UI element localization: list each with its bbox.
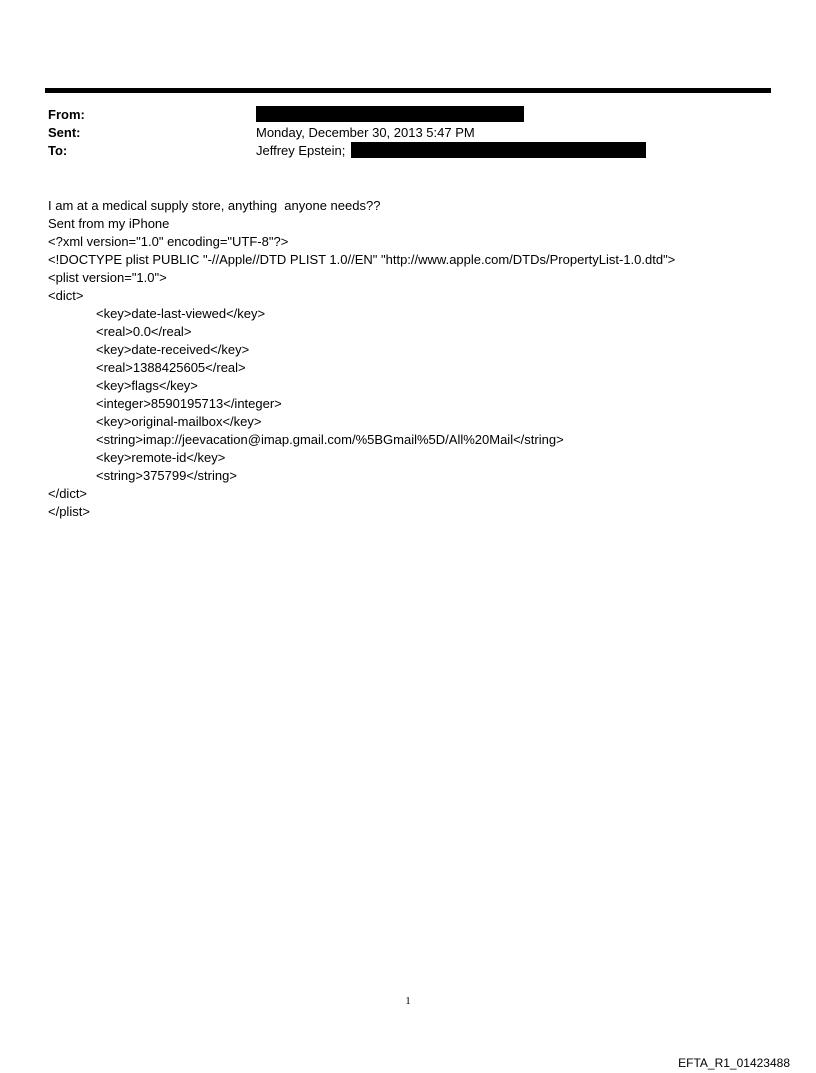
dict-line: <key>remote-id</key> bbox=[96, 450, 226, 465]
sent-row bbox=[48, 124, 768, 142]
message-body bbox=[48, 197, 768, 521]
body-line: </dict> bbox=[48, 486, 88, 501]
dict-line: <key>date-received</key> bbox=[96, 342, 250, 357]
body-line: <?xml version="1.0" encoding="UTF-8"?> bbox=[48, 234, 289, 249]
dict-line: <integer>8590195713</integer> bbox=[96, 396, 282, 411]
body-line: Sent from my iPhone bbox=[48, 216, 170, 231]
dict-line: <string>375799</string> bbox=[96, 468, 237, 483]
dict-line: <key>date-last-viewed</key> bbox=[96, 306, 266, 321]
body-line: <!DOCTYPE plist PUBLIC "-//Apple//DTD PLIST 1.0//EN" "http://www.apple.com/DTDs/PropertyList-1.0.dtd"> bbox=[48, 252, 676, 267]
to-value bbox=[256, 142, 646, 160]
from-value bbox=[256, 106, 524, 124]
body-line: </plist> bbox=[48, 504, 90, 519]
dict-line: <key>flags</key> bbox=[96, 378, 198, 393]
dict-line: <real>0.0</real> bbox=[96, 324, 192, 339]
body-line: I am at a medical supply store, anything anyone needs?? bbox=[48, 198, 381, 213]
to-label: To: bbox=[48, 143, 68, 158]
body-line: <plist version="1.0"> bbox=[48, 270, 167, 285]
body-line: <dict> bbox=[48, 288, 84, 303]
to-recipient: Jeffrey Epstein; bbox=[256, 143, 346, 158]
sent-label: Sent: bbox=[48, 125, 81, 140]
page-number: 1 bbox=[405, 995, 411, 1007]
to-row bbox=[48, 142, 768, 160]
header-rule bbox=[45, 88, 771, 93]
dict-line: <string>imap://jeevacation@imap.gmail.com/%5BGmail%5D/All%20Mail</string> bbox=[96, 432, 564, 447]
from-label: From: bbox=[48, 107, 85, 122]
redaction-box bbox=[351, 142, 646, 158]
document-id: EFTA_R1_01423488 bbox=[678, 1056, 790, 1070]
redaction-box bbox=[256, 106, 524, 122]
sent-value: Monday, December 30, 2013 5:47 PM bbox=[256, 125, 475, 140]
dict-line: <real>1388425605</real> bbox=[96, 360, 246, 375]
dict-line: <key>original-mailbox</key> bbox=[96, 414, 262, 429]
from-row bbox=[48, 106, 768, 124]
